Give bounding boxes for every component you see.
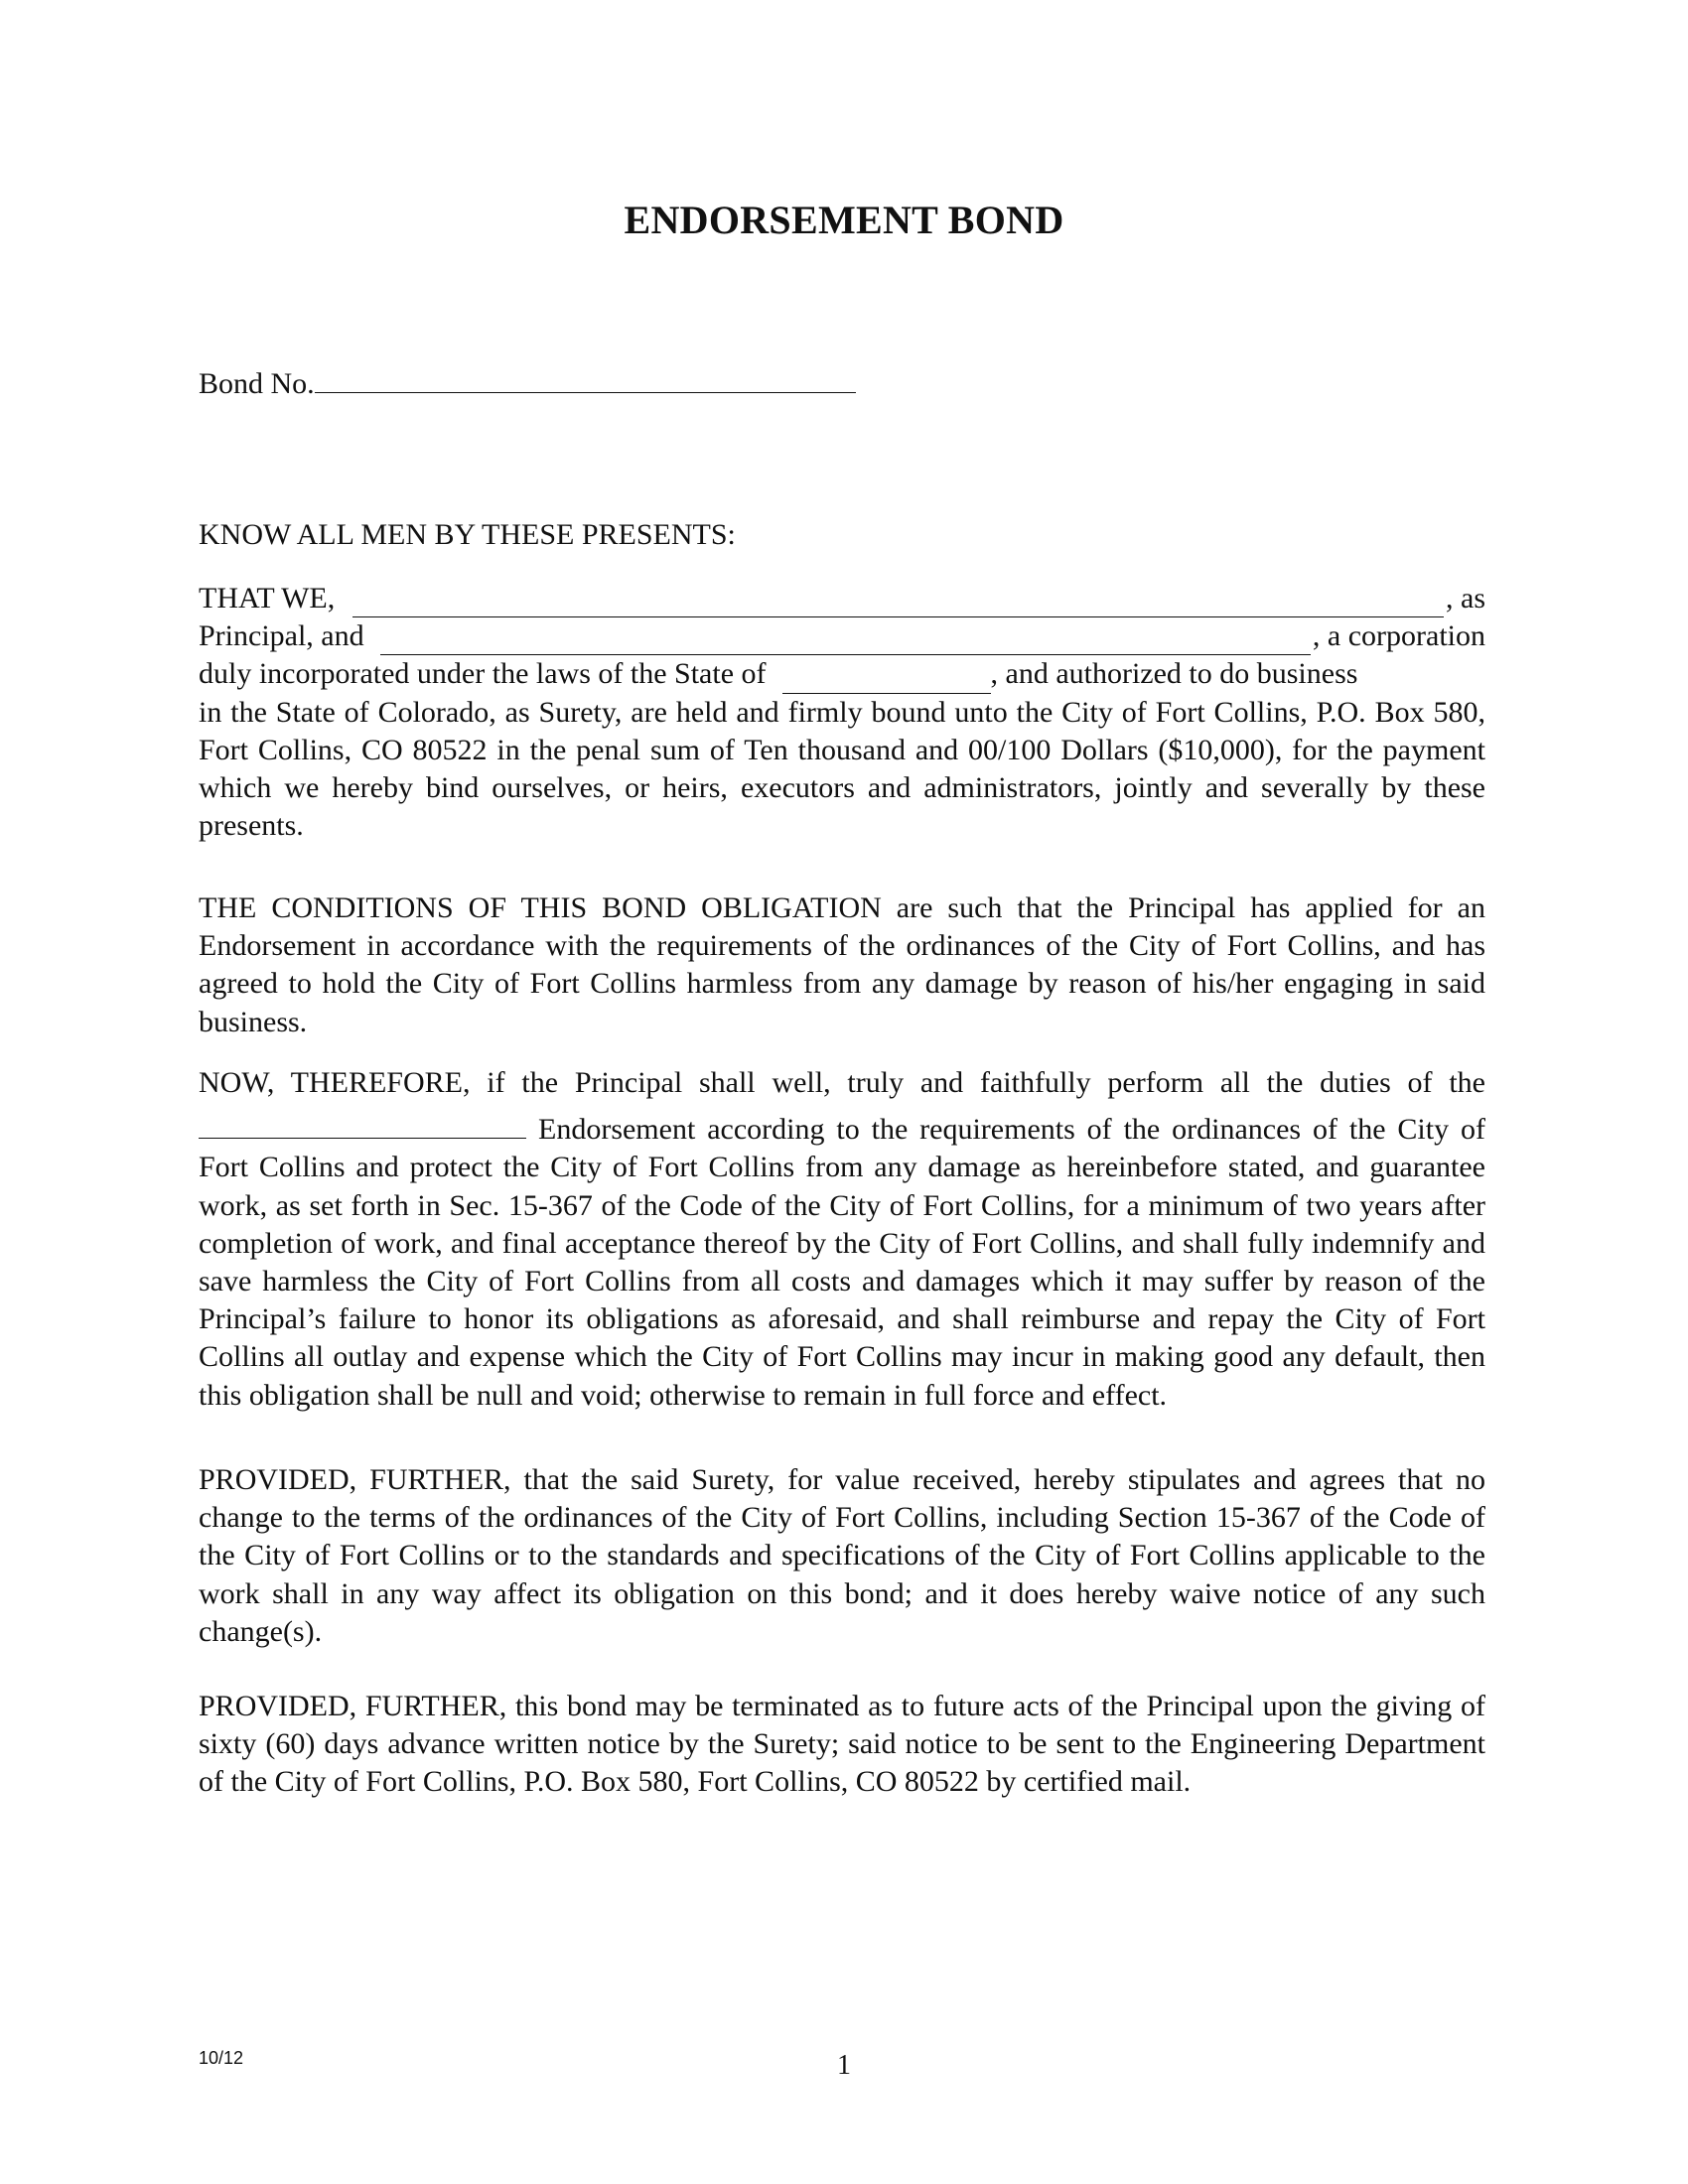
now-therefore-body: Endorsement according to the requirements of the ordinances of the City of Fort Collins and protect the City of Fort Collins from any damage as hereinbefore stated, and guarantee work, as set forth in Sec. 15-367 of the Code of the City of Fort Collins, for a minimum of two years after completion of work, and final acceptance thereof by the City of Fort Collins, and shall fully indemnify and save harmless the City of Fort Collins from all costs and damages which it may suffer by reason of the Principal’s failure to honor its obligations as aforesaid, and shall reimburse and repay the City of Fort Collins all outlay and expense which the City of Fort Collins may incur in making good any default, then this obligation shall be null and void; otherwise to remain in full force and effect.	[199, 1113, 1485, 1412]
that-we-label: THAT WE,	[199, 582, 336, 614]
state-field[interactable]	[782, 663, 991, 694]
now-therefore-first-line: NOW, THEREFORE, if the Principal shall well, truly and faithfully perform all the duties of the	[199, 1066, 1485, 1099]
paragraph-provided-further-termination: PROVIDED, FURTHER, this bond may be terminated as to future acts of the Principal upon the giving of sixty (60) days advance written notice by the Surety; said notice to be sent to the Engineering Department of the City of Fort Collins, P.O. Box 580, Fort Collins, CO 80522 by certified mail.	[199, 1690, 1485, 1799]
state-row	[199, 655, 1485, 693]
paragraph-parties-body: in the State of Colorado, as Surety, are held and firmly bound unto the City of Fort Collins, P.O. Box 580, Fort Collins, CO 80522 in the penal sum of Ten thousand and 00/100 Dollars ($10,000), for the payment which we hereby bind ourselves, or heirs, executors and administrators, jointly and severally by these presents.	[199, 695, 1485, 843]
surety-row	[199, 617, 1485, 655]
principal-row	[199, 580, 1485, 617]
bond-number-field[interactable]	[315, 362, 856, 393]
corporation-label: , a corporation	[1312, 619, 1485, 653]
paragraph-now-therefore	[199, 1064, 1485, 1415]
endorsement-type-field[interactable]	[199, 1108, 526, 1139]
page-number: 1	[837, 2050, 851, 2081]
paragraph-parties	[199, 580, 1485, 845]
know-all-heading: KNOW ALL MEN BY THESE PRESENTS:	[199, 518, 736, 551]
authorized-label: , and authorized to do business	[990, 657, 1358, 691]
surety-name-field[interactable]	[380, 628, 1311, 655]
revision-date: 10/12	[199, 2048, 244, 2068]
incorporated-label: duly incorporated under the laws of the State of	[199, 657, 767, 691]
now-therefore-rest	[199, 1108, 1485, 1415]
paragraph-provided-further-change: PROVIDED, FURTHER, that the said Surety, for value received, hereby stipulates and agrees that no change to the terms of the ordinances of the City of Fort Collins, including Section 15-367 of the Code of the City of Fort Collins or to the standards and specifications of the City of Fort Collins applicable to the work shall in any way affect its obligation on this bond; and it does hereby waive notice of any such change(s).	[199, 1463, 1485, 1648]
bond-number-row	[199, 362, 856, 403]
bond-number-label: Bond No.	[199, 367, 315, 400]
principal-name-field[interactable]	[352, 591, 1444, 617]
paragraph-conditions: THE CONDITIONS OF THIS BOND OBLIGATION are such that the Principal has applied for an Endorsement in accordance with the requirements of the ordinances of the City of Fort Collins, and has agreed to hold the City of Fort Collins harmless from any damage by reason of his/her engaging in said business.	[199, 891, 1485, 1038]
principal-and-label: Principal, and	[199, 619, 364, 653]
as-label: , as	[1446, 582, 1485, 614]
document-title: ENDORSEMENT BOND	[624, 198, 1064, 242]
